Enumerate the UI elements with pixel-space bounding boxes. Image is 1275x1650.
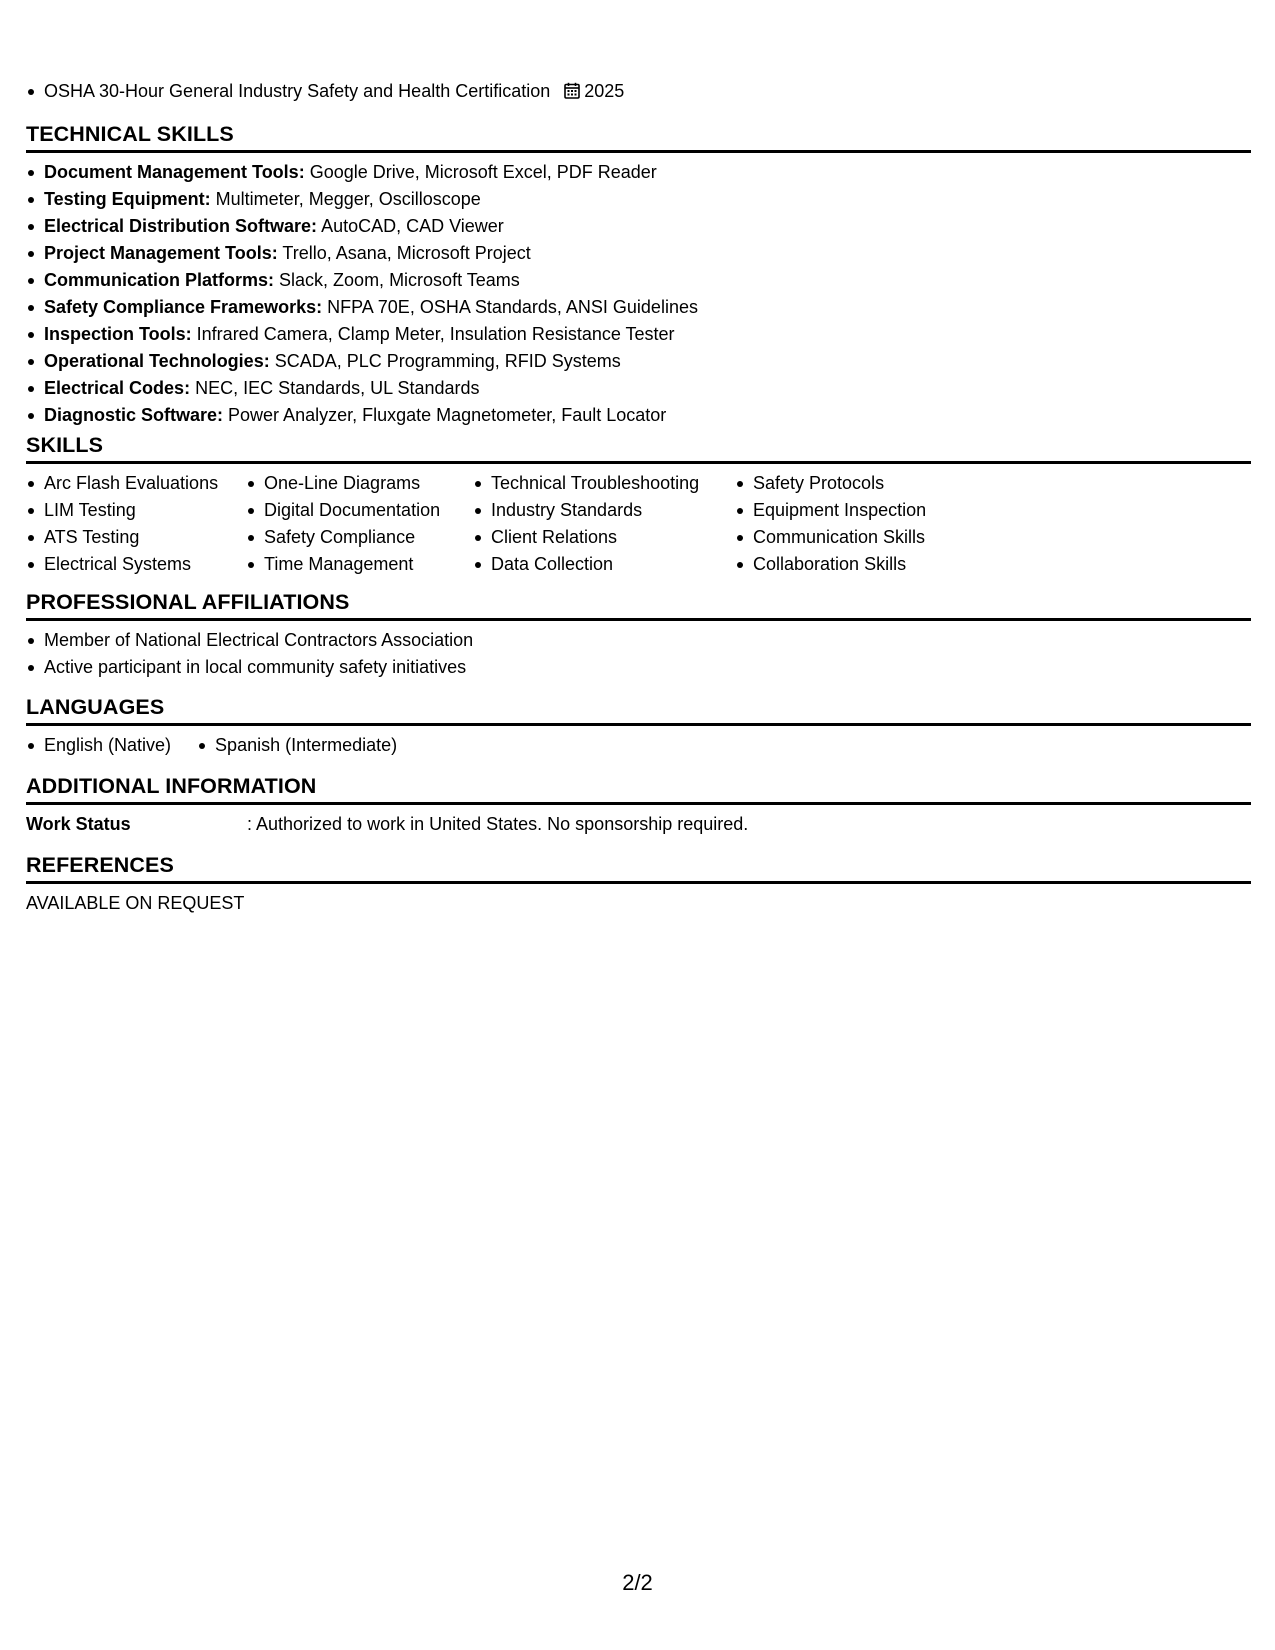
- references-section: [26, 851, 1251, 917]
- skills-column: [26, 470, 246, 578]
- languages-list: [26, 732, 1251, 759]
- skill-category-value: Google Drive, Microsoft Excel, PDF Reader: [304, 162, 657, 182]
- technical-skills-section: [26, 120, 1251, 429]
- list-item: Client Relations: [473, 524, 735, 551]
- section-title-references: REFERENCES: [26, 851, 1251, 884]
- list-item: [26, 159, 1251, 186]
- list-item: Safety Compliance: [246, 524, 473, 551]
- skill-category-value: Infrared Camera, Clamp Meter, Insulation Resistance Tester: [191, 324, 675, 344]
- skill-category-label: Operational Technologies:: [44, 351, 270, 371]
- skill-category-label: Electrical Codes:: [44, 378, 191, 398]
- list-item: Industry Standards: [473, 497, 735, 524]
- list-item: Data Collection: [473, 551, 735, 578]
- skills-column: [246, 470, 473, 578]
- work-status-value: : Authorized to work in United States. No sponsorship required.: [247, 814, 749, 834]
- affiliations-list: [26, 627, 1251, 681]
- references-text: AVAILABLE ON REQUEST: [26, 893, 245, 913]
- list-item: Active participant in local community safety initiatives: [26, 654, 1251, 681]
- list-item: [26, 213, 1251, 240]
- skill-category-value: Power Analyzer, Fluxgate Magnetometer, Fault Locator: [223, 405, 667, 425]
- list-item: Technical Troubleshooting: [473, 470, 735, 497]
- list-item: LIM Testing: [26, 497, 246, 524]
- list-item: [26, 375, 1251, 402]
- skill-category-value: NFPA 70E, OSHA Standards, ANSI Guidelines: [322, 297, 698, 317]
- skill-category-value: SCADA, PLC Programming, RFID Systems: [269, 351, 621, 371]
- skill-category-value: Trello, Asana, Microsoft Project: [277, 243, 531, 263]
- work-status-label: Work Status: [26, 814, 131, 834]
- skill-category-label: Diagnostic Software:: [44, 405, 224, 425]
- certification-item: [26, 78, 624, 105]
- section-title-skills: SKILLS: [26, 431, 1251, 464]
- list-item: Collaboration Skills: [735, 551, 995, 578]
- page-number: 2/2: [622, 1570, 653, 1595]
- list-item: Digital Documentation: [246, 497, 473, 524]
- skill-category-label: Safety Compliance Frameworks:: [44, 297, 323, 317]
- skill-category-label: Testing Equipment:: [44, 189, 211, 209]
- list-item: Arc Flash Evaluations: [26, 470, 246, 497]
- list-item: English (Native): [26, 732, 171, 759]
- list-item: [26, 402, 1251, 429]
- skills-section: [26, 431, 1251, 578]
- skills-grid: [26, 470, 1251, 578]
- list-item: Equipment Inspection: [735, 497, 995, 524]
- certification-date: [564, 81, 624, 101]
- section-title-languages: LANGUAGES: [26, 693, 1251, 726]
- skill-category-value: NEC, IEC Standards, UL Standards: [190, 378, 480, 398]
- list-item: [26, 348, 1251, 375]
- list-item: Spanish (Intermediate): [197, 732, 397, 759]
- technical-skills-list: [26, 159, 1251, 429]
- section-title-technical-skills: TECHNICAL SKILLS: [26, 120, 1251, 153]
- skills-column: [473, 470, 735, 578]
- list-item: [26, 267, 1251, 294]
- section-title-affiliations: PROFESSIONAL AFFILIATIONS: [26, 588, 1251, 621]
- skills-column: [735, 470, 995, 578]
- skill-category-label: Document Management Tools:: [44, 162, 305, 182]
- list-item: [26, 186, 1251, 213]
- list-item: Time Management: [246, 551, 473, 578]
- list-item: Safety Protocols: [735, 470, 995, 497]
- list-item: [26, 321, 1251, 348]
- list-item: [26, 240, 1251, 267]
- skill-category-label: Project Management Tools:: [44, 243, 278, 263]
- work-status-row: [26, 811, 1251, 838]
- skill-category-label: Inspection Tools:: [44, 324, 192, 344]
- skill-category-value: Multimeter, Megger, Oscilloscope: [210, 189, 481, 209]
- certification-year: 2025: [584, 81, 625, 101]
- list-item: Communication Skills: [735, 524, 995, 551]
- skill-category-label: Electrical Distribution Software:: [44, 216, 318, 236]
- languages-section: [26, 693, 1251, 759]
- list-item: [26, 294, 1251, 321]
- list-item: Member of National Electrical Contractors Association: [26, 627, 1251, 654]
- calendar-icon: [564, 82, 580, 99]
- additional-info-section: [26, 772, 1251, 838]
- list-item: ATS Testing: [26, 524, 246, 551]
- certification-text: OSHA 30-Hour General Industry Safety and Health Certification: [44, 81, 551, 101]
- list-item: One-Line Diagrams: [246, 470, 473, 497]
- skill-category-value: AutoCAD, CAD Viewer: [317, 216, 504, 236]
- affiliations-section: [26, 588, 1251, 681]
- skill-category-label: Communication Platforms:: [44, 270, 275, 290]
- skill-category-value: Slack, Zoom, Microsoft Teams: [274, 270, 520, 290]
- list-item: Electrical Systems: [26, 551, 246, 578]
- section-title-additional-info: ADDITIONAL INFORMATION: [26, 772, 1251, 805]
